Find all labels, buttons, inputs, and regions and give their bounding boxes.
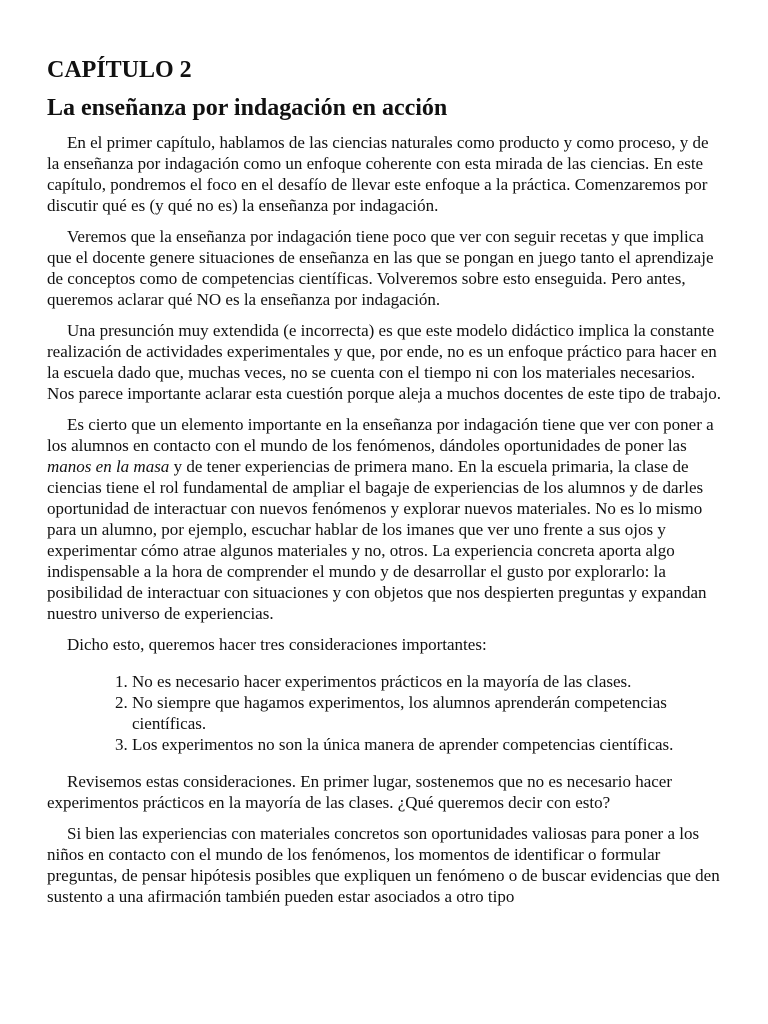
paragraph-4-text-before: Es cierto que un elemento importante en la enseñanza por indagación tiene que ver con poner a los alumnos en contacto con el mundo de los fenómenos, dándoles oportunidades de poner las bbox=[47, 415, 714, 455]
paragraph-6: Revisemos estas consideraciones. En primer lugar, sostenemos que no es necesario hacer experimentos prácticos en la mayoría de las clases. ¿Qué queremos decir con esto? bbox=[47, 772, 672, 812]
paragraph-7: Si bien las experiencias con materiales concretos son oportunidades valiosas para poner a los niños en contacto con el mundo de los fenómenos, los momentos de identificar o formular preguntas, de pensar hipótesis posibles que expliquen un fenómeno o de buscar evidencias que den sustento a una afirmación también pueden estar asociados a otro tipo bbox=[47, 824, 720, 906]
chapter-title: La enseñanza por indagación en acción bbox=[47, 95, 448, 121]
paragraph-2: Veremos que la enseñanza por indagación tiene poco que ver con seguir recetas y que implica que el docente genere situaciones de enseñanza en las que se pongan en juego tanto el aprendizaje de conceptos como de competencias científicas. Volveremos sobre esto enseguida. Pero antes, queremos aclarar qué NO es la enseñanza por indagación. bbox=[47, 227, 714, 309]
list-item: 2. No siempre que hagamos experimentos, los alumnos aprenderán competencias científicas. bbox=[132, 692, 722, 734]
paragraph-5: Dicho esto, queremos hacer tres consideraciones importantes: bbox=[67, 635, 487, 654]
paragraph-4 bbox=[47, 414, 722, 624]
paragraph-1: En el primer capítulo, hablamos de las ciencias naturales como producto y como proceso, y de la enseñanza por indagación como un enfoque coherente con esta mirada de las ciencias. En este capítulo, pondremos el foco en el desafío de llevar este enfoque a la práctica. Comenzaremos por discutir qué es (y qué no es) la enseñanza por indagación. bbox=[47, 133, 709, 215]
paragraph-4-text-after: y de tener experiencias de primera mano. En la escuela primaria, la clase de ciencias tiene el rol fundamental de ampliar el bagaje de experiencias de los alumnos y de darles oportunidad de interactuar con nuevos fenómenos y explorar nuevos materiales. No es lo mismo para un alumno, por ejemplo, escuchar hablar de los imanes que ver uno frente a sus ojos y experimentar cómo atrae algunos materiales y no, otros. La experiencia concreta aporta algo indispensable a la hora de comprender el mundo y de desarrollar el gusto por explorarlo: la posibilidad de interactuar con situaciones y con objetos que nos despierten preguntas y expandan nuestro universo de experiencias. bbox=[47, 457, 707, 623]
list-item: 3. Los experimentos no son la única manera de aprender competencias científicas. bbox=[132, 734, 722, 755]
chapter-heading: CAPÍTULO 2 bbox=[47, 57, 192, 83]
paragraph-4-italic-phrase: manos en la masa bbox=[47, 457, 170, 476]
list-item: 1. No es necesario hacer experimentos prácticos en la mayoría de las clases. bbox=[132, 671, 722, 692]
paragraph-3: Una presunción muy extendida (e incorrecta) es que este modelo didáctico implica la constante realización de actividades experimentales y que, por ende, no es un enfoque práctico para hacer en la escuela dado que, muchas veces, no se cuenta con el tiempo ni con los materiales necesarios. Nos parece importante aclarar esta cuestión porque aleja a muchos docentes de este tipo de trabajo. bbox=[47, 321, 722, 403]
considerations-list bbox=[47, 671, 722, 755]
